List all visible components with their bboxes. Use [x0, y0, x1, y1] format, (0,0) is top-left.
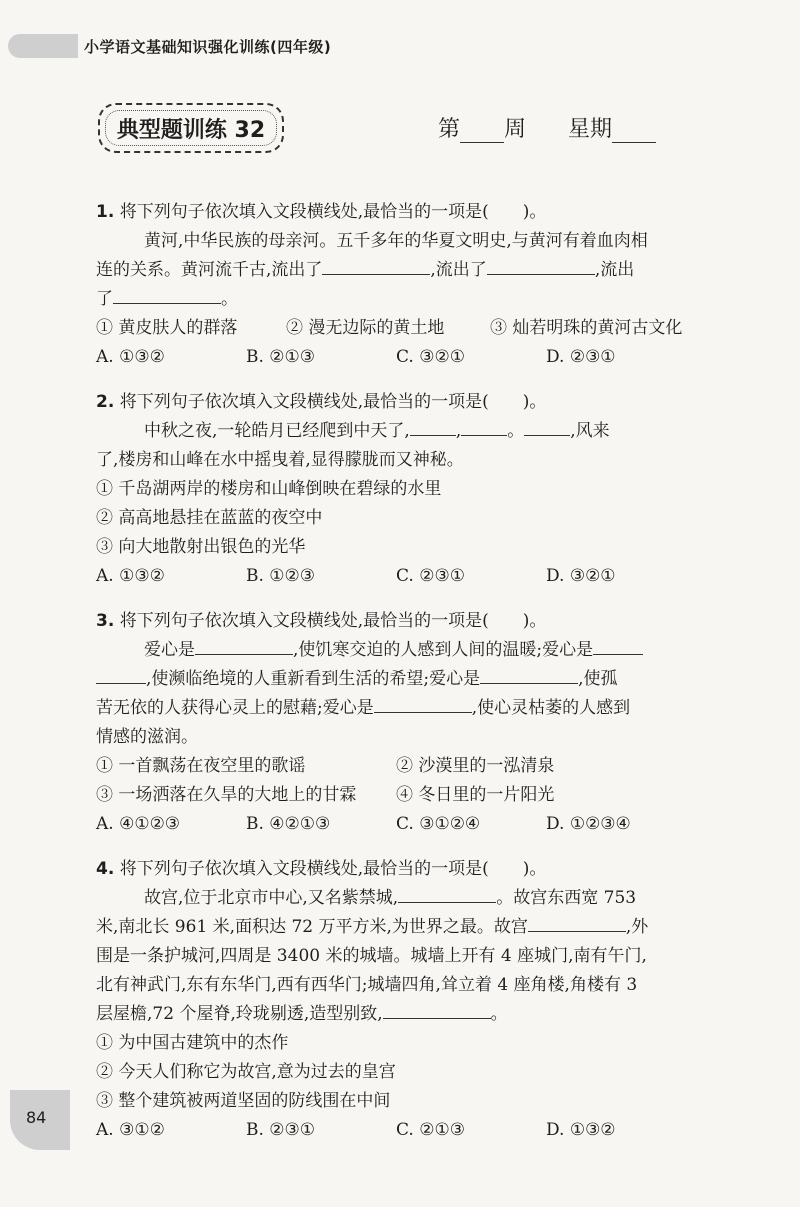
- choice-b[interactable]: B. ①②③: [246, 566, 316, 586]
- answer-choices: [96, 1116, 736, 1145]
- question-2: 2. 将下列句子依次填入文段横线处,最恰当的一项是( )。 中秋之夜,一轮皓月已经爬到中天了, , 。 ,风来 了,楼房和山峰在水中摇曳着,显得朦胧而又神秘。 ① 千岛湖两岸的楼房和山峰倒映在碧绿的水里 ② 高高地悬挂在蓝蓝的夜空中 ③ 向大地散射出银色的光华 A. ①③② B. ①②③ C. ②③① D. ③②①: [96, 388, 736, 591]
- fill-blank[interactable]: [96, 665, 146, 684]
- question-stem: 将下列句子依次填入文段横线处,最恰当的一项是(: [119, 202, 489, 222]
- option-list: [96, 752, 736, 781]
- option-item: ③ 整个建筑被两道坚固的防线围在中间: [96, 1091, 391, 1111]
- choice-c[interactable]: C. ②①③: [396, 1120, 465, 1140]
- option-list: [96, 314, 736, 343]
- option-item: ③ 向大地散射出银色的光华: [96, 537, 306, 557]
- question-number: 3.: [96, 611, 115, 631]
- choice-a[interactable]: A. ③①②: [96, 1120, 165, 1140]
- question-1: 1. 将下列句子依次填入文段横线处,最恰当的一项是( )。 黄河,中华民族的母亲河。五千多年的华夏文明史,与黄河有着血肉相 连的关系。黄河流千古,流出了 ,流出了 ,流出 了 。 ① 黄皮肤人的群落 ② 漫无边际的黄土地 ③ 灿若明珠的黄河古文化 A. ①③② B. ②①③ C. ③②① D. ②③①: [96, 198, 736, 372]
- choice-d[interactable]: D. ③②①: [546, 566, 616, 586]
- question-stem: 将下列句子依次填入文段横线处,最恰当的一项是(: [119, 611, 489, 631]
- answer-choices: [96, 562, 736, 591]
- passage-line: 黄河,中华民族的母亲河。五千多年的华夏文明史,与黄河有着血肉相: [144, 231, 648, 251]
- header-decoration: [8, 34, 78, 58]
- fill-blank[interactable]: [374, 694, 472, 713]
- passage-line: 情感的滋润。: [96, 727, 198, 747]
- question-number: 4.: [96, 859, 115, 879]
- option-item: ② 漫无边际的黄土地: [286, 318, 445, 338]
- choice-b[interactable]: B. ②①③: [246, 347, 316, 367]
- book-title: 小学语文基础知识强化训练(四年级): [84, 38, 332, 56]
- choice-b[interactable]: B. ④②①③: [246, 814, 331, 834]
- fill-blank[interactable]: [487, 256, 595, 275]
- question-number: 2.: [96, 392, 115, 412]
- question-3: 3. 将下列句子依次填入文段横线处,最恰当的一项是( )。 爱心是 ,使饥寒交迫的人感到人间的温暖;爱心是 ,使濒临绝境的人重新看到生活的希望;爱心是 ,使孤 苦无依的人获得心灵上的慰藉;爱心是 ,使心灵枯萎的人感到 情感的滋润。 ① 一首飘荡在夜空里的歌谣 ② 沙漠里的一泓清泉 ③ 一场洒落在久旱的大地上的甘霖 ④ 冬日里的一片阳光 A. ④①②③ B. ④②①③ C. ③①②④ D. ①②③④: [96, 607, 736, 839]
- question-number: 1.: [96, 202, 115, 222]
- question-4: 4. 将下列句子依次填入文段横线处,最恰当的一项是( )。 故宫,位于北京市中心,又名紫禁城, 。故宫东西宽 753 米,南北长 961 米,面积达 72 万平方米,为世界之最。故宫 ,外 围是一条护城河,四周是 3400 米的城墙。城墙上开有 4 座城门,南有午门, 北有神武门,东有东华门,西有西华门;城墙四角,耸立着 4 座角楼,角楼有 3 层屋檐,72 个屋脊,玲珑剔透,造型别致, 。 ① 为中国古建筑中的杰作 ② 今天人们称它为故宫,意为过去的皇宫 ③ 整个建筑被两道坚固的防线围在中间 A. ③①② B. ②③① C. ②①③ D. ①③②: [96, 855, 736, 1145]
- option-item: ① 黄皮肤人的群落: [96, 318, 238, 338]
- fill-blank[interactable]: [593, 636, 643, 655]
- option-item: ① 千岛湖两岸的楼房和山峰倒映在碧绿的水里: [96, 479, 442, 499]
- option-item: ③ 一场洒落在久旱的大地上的甘霖: [96, 785, 357, 805]
- date-zhou: 周: [504, 117, 527, 142]
- fill-blank[interactable]: [322, 256, 430, 275]
- choice-a[interactable]: A. ①③②: [96, 347, 165, 367]
- questions: [96, 198, 736, 1161]
- passage-line: 围是一条护城河,四周是 3400 米的城墙。城墙上开有 4 座城门,南有午门,: [96, 946, 647, 966]
- fill-blank[interactable]: [524, 417, 570, 436]
- fill-blank[interactable]: [480, 665, 578, 684]
- answer-choices: [96, 343, 736, 372]
- section-badge: [98, 103, 284, 153]
- answer-choices: [96, 810, 736, 839]
- option-item: ④ 冬日里的一片阳光: [396, 785, 555, 805]
- choice-c[interactable]: C. ②③①: [396, 566, 465, 586]
- choice-a[interactable]: A. ①③②: [96, 566, 165, 586]
- option-item: ③ 灿若明珠的黄河古文化: [490, 318, 683, 338]
- choice-c[interactable]: C. ③①②④: [396, 814, 481, 834]
- choice-d[interactable]: D. ①②③④: [546, 814, 631, 834]
- passage-line: 北有神武门,东有东华门,西有西华门;城墙四角,耸立着 4 座角楼,角楼有 3: [96, 975, 638, 995]
- date-di: 第: [438, 117, 461, 142]
- option-item: ② 沙漠里的一泓清泉: [396, 756, 555, 776]
- question-stem: 将下列句子依次填入文段横线处,最恰当的一项是(: [119, 859, 489, 879]
- choice-c[interactable]: C. ③②①: [396, 347, 465, 367]
- weekday-blank: [612, 118, 656, 143]
- fill-blank[interactable]: [398, 884, 496, 903]
- fill-blank[interactable]: [528, 913, 626, 932]
- option-item: ① 一首飘荡在夜空里的歌谣: [96, 756, 306, 776]
- option-item: ② 今天人们称它为故宫,意为过去的皇宫: [96, 1062, 396, 1082]
- date-line: [438, 112, 656, 143]
- fill-blank[interactable]: [410, 417, 456, 436]
- option-list: [96, 781, 736, 810]
- fill-blank[interactable]: [195, 636, 293, 655]
- option-item: ① 为中国古建筑中的杰作: [96, 1033, 289, 1053]
- week-blank: [460, 118, 504, 143]
- choice-d[interactable]: D. ①③②: [546, 1120, 616, 1140]
- fill-blank[interactable]: [461, 417, 507, 436]
- fill-blank[interactable]: [113, 285, 221, 304]
- choice-a[interactable]: A. ④①②③: [96, 814, 181, 834]
- question-stem: 将下列句子依次填入文段横线处,最恰当的一项是(: [119, 392, 489, 412]
- option-item: ② 高高地悬挂在蓝蓝的夜空中: [96, 508, 323, 528]
- choice-d[interactable]: D. ②③①: [546, 347, 616, 367]
- passage-line: 了,楼房和山峰在水中摇曳着,显得朦胧而又神秘。: [96, 450, 464, 470]
- choice-b[interactable]: B. ②③①: [246, 1120, 316, 1140]
- section-title: 典型题训练 32: [105, 110, 277, 146]
- date-xingqi: 星期: [568, 117, 613, 142]
- page-number: 84: [26, 1108, 47, 1127]
- fill-blank[interactable]: [383, 1000, 491, 1019]
